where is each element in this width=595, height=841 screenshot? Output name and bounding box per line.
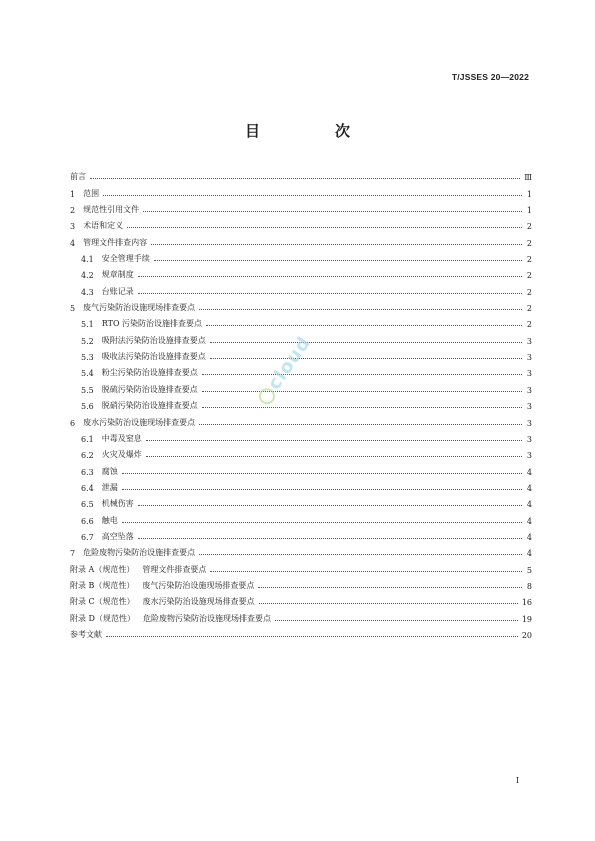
toc-entry-page: 20 <box>521 630 532 640</box>
toc-entry-page: 3 <box>526 336 532 346</box>
toc-entry[interactable] <box>70 411 532 427</box>
standard-code: T/JSSES 20—2022 <box>451 72 529 82</box>
toc-entry-page: 2 <box>526 320 532 330</box>
toc-entry-title: 规章制度 <box>101 270 134 280</box>
toc-entry-page: 2 <box>526 271 532 281</box>
toc-entry-title: 废水污染防治设施现场排查要点 <box>83 417 196 427</box>
toc-entry[interactable] <box>70 231 532 247</box>
toc-entry[interactable] <box>70 280 532 296</box>
toc-entry-title: 前言 <box>70 172 86 182</box>
toc-entry-title: 粉尘污染防治设施排查要点 <box>101 368 198 378</box>
toc-entry-number: 4.2 <box>81 271 94 281</box>
toc-entry-title: 吸附法污染防治设施排查要点 <box>101 335 206 345</box>
toc-leader-dots <box>122 489 522 490</box>
toc-entry-title: 范围 <box>83 188 100 198</box>
toc-entry-page: Ⅲ <box>524 173 532 183</box>
toc-entry-number: 6.3 <box>81 467 94 477</box>
toc-entry-number: 7 <box>70 549 76 559</box>
toc-entry[interactable] <box>70 575 532 591</box>
toc-entry[interactable] <box>70 526 532 542</box>
toc-leader-dots <box>122 473 522 474</box>
toc-leader-dots <box>138 538 522 539</box>
toc-entry-page: 5 <box>526 565 532 575</box>
toc-entry[interactable] <box>70 624 532 640</box>
toc-entry-title: 管理文件排查内容 <box>83 237 148 247</box>
toc-entry-page: 19 <box>521 614 532 624</box>
toc-entry-title: 术语和定义 <box>83 221 124 231</box>
toc-leader-dots <box>146 440 522 441</box>
page-title: 目 次 <box>244 122 380 140</box>
toc-entry[interactable] <box>70 248 532 264</box>
toc-entry[interactable] <box>70 313 532 329</box>
toc-leader-dots <box>202 374 522 375</box>
toc-entry-number: 4 <box>70 238 76 248</box>
toc-leader-dots <box>259 603 518 604</box>
toc-entry-title: 触电 <box>101 515 118 525</box>
toc-entry-title: 安全管理手续 <box>101 254 150 264</box>
toc-entry-page: 4 <box>526 532 532 542</box>
toc-entry-page: 8 <box>526 581 532 591</box>
toc-entry-page: 1 <box>526 189 532 199</box>
toc-entry-title: RTO 污染防治设施排查要点 <box>101 319 203 329</box>
toc-entry-page: 2 <box>526 255 532 265</box>
toc-leader-dots <box>122 522 522 523</box>
toc-entry-number: 4.3 <box>81 287 94 297</box>
toc-entry-title: 机械伤害 <box>101 499 134 509</box>
toc-entry-number: 6 <box>70 418 76 428</box>
toc-entry-page: 4 <box>526 500 532 510</box>
toc-entry[interactable] <box>70 182 532 198</box>
toc-entry[interactable] <box>70 378 532 394</box>
toc-entry[interactable] <box>70 509 532 525</box>
toc-entry-number: 附录 C（规范性） <box>70 597 135 607</box>
toc-entry[interactable] <box>70 607 532 623</box>
toc-entry-number: 5.2 <box>81 336 94 346</box>
toc-entry-number: 附录 B（规范性） <box>70 580 135 590</box>
toc-leader-dots <box>202 391 522 392</box>
toc-leader-dots <box>90 178 520 179</box>
toc-entry[interactable] <box>70 460 532 476</box>
toc-entry-page: 4 <box>526 483 532 493</box>
toc-leader-dots <box>143 211 522 212</box>
toc-entry-number: 5.5 <box>81 385 94 395</box>
toc-leader-dots <box>199 424 522 425</box>
toc-entry-page: 3 <box>526 418 532 428</box>
toc-entry[interactable] <box>70 444 532 460</box>
toc-entry-title: 腐蚀 <box>101 466 118 476</box>
toc-entry[interactable] <box>70 542 532 558</box>
toc-entry-title: 泄漏 <box>101 482 118 492</box>
toc-entry-page: 3 <box>526 451 532 461</box>
toc-entry-number: 1 <box>70 189 76 199</box>
toc-leader-dots <box>138 293 522 294</box>
toc-entry-number: 5 <box>70 304 76 314</box>
toc-entry-page: 2 <box>526 222 532 232</box>
toc-entry-page: 1 <box>526 206 532 216</box>
toc-leader-dots <box>202 407 522 408</box>
toc-leader-dots <box>138 276 522 277</box>
toc-entry[interactable] <box>70 558 532 574</box>
toc-entry-number: 6.2 <box>81 451 94 461</box>
toc-leader-dots <box>199 554 522 555</box>
toc-entry-page: 2 <box>526 238 532 248</box>
toc-entry-number: 6.7 <box>81 532 94 542</box>
toc-entry-title: 高空坠落 <box>101 531 134 541</box>
toc-entry[interactable] <box>70 591 532 607</box>
toc-entry-page: 2 <box>526 287 532 297</box>
toc-leader-dots <box>154 260 522 261</box>
toc-entry-number: 4.1 <box>81 255 94 265</box>
toc-entry-number: 附录 A（规范性） <box>70 564 135 574</box>
toc-entry-title: 废水污染防治设施现场排查要点 <box>142 597 255 607</box>
toc-entry-page: 3 <box>526 369 532 379</box>
toc-entry-page: 3 <box>526 385 532 395</box>
watermark-text: cloud <box>263 332 316 394</box>
toc-entry[interactable] <box>70 215 532 231</box>
toc-entry-number: 3 <box>70 222 76 232</box>
toc-entry-number: 6.1 <box>81 434 94 444</box>
toc-entry-number: 6.6 <box>81 516 94 526</box>
toc-entry-title: 危险废物污染防治设施现场排查要点 <box>142 613 271 623</box>
toc-entry-number: 附录 D（规范性） <box>70 613 135 623</box>
toc-entry-number: 6.5 <box>81 500 94 510</box>
toc-entry[interactable] <box>70 477 532 493</box>
toc-entry-page: 4 <box>526 549 532 559</box>
toc-leader-dots <box>210 358 522 359</box>
toc-entry-title: 危险废物污染防治设施排查要点 <box>83 548 196 558</box>
toc-entry-page: 4 <box>526 516 532 526</box>
toc-leader-dots <box>275 620 518 621</box>
toc-entry-title: 脱硝污染防治设施排查要点 <box>101 401 198 411</box>
toc-entry-number: 6.4 <box>81 483 94 493</box>
toc-entry-title: 吸收法污染防治设施排查要点 <box>101 352 206 362</box>
toc-entry-title: 废气污染防治设施现场排查要点 <box>83 303 196 313</box>
toc-leader-dots <box>210 571 522 572</box>
toc-leader-dots <box>127 227 522 228</box>
toc-entry-title: 参考文献 <box>70 629 102 639</box>
toc-entry-page: 3 <box>526 434 532 444</box>
toc-leader-dots <box>146 456 522 457</box>
toc-entry-number: 5.4 <box>81 369 94 379</box>
toc-entry-title: 管理文件排查要点 <box>142 564 207 574</box>
toc-leader-dots <box>258 587 522 588</box>
toc-entry[interactable] <box>70 264 532 280</box>
toc-entry-page: 16 <box>521 598 532 608</box>
toc-leader-dots <box>210 342 522 343</box>
page-number: I <box>515 776 519 785</box>
toc-entry-page: 3 <box>526 353 532 363</box>
toc-entry-number: 5.6 <box>81 402 94 412</box>
toc-entry[interactable] <box>70 428 532 444</box>
toc-entry-title: 火灾及爆炸 <box>101 450 142 460</box>
toc-entry-page: 2 <box>526 304 532 314</box>
toc-leader-dots <box>199 309 522 310</box>
toc-leader-dots <box>138 505 522 506</box>
toc-leader-dots <box>103 195 522 196</box>
toc-entry-number: 5.3 <box>81 353 94 363</box>
toc-entry-number: 5.1 <box>81 320 94 330</box>
toc-entry-title: 规范性引用文件 <box>83 205 140 215</box>
table-of-contents <box>70 166 532 640</box>
toc-entry-page: 3 <box>526 402 532 412</box>
toc-entry-page: 4 <box>526 467 532 477</box>
toc-entry[interactable] <box>70 395 532 411</box>
toc-entry[interactable] <box>70 297 532 313</box>
toc-leader-dots <box>106 636 518 637</box>
toc-entry-number: 2 <box>70 206 76 216</box>
toc-entry[interactable] <box>70 493 532 509</box>
toc-entry[interactable] <box>70 166 532 182</box>
toc-entry-title: 中毒及窒息 <box>101 433 142 443</box>
toc-leader-dots <box>151 244 522 245</box>
toc-entry-title: 台账记录 <box>101 286 134 296</box>
toc-entry-title: 废气污染防治设施现场排查要点 <box>142 580 255 590</box>
toc-entry-title: 脱硫污染防治设施排查要点 <box>101 384 198 394</box>
toc-entry[interactable] <box>70 199 532 215</box>
toc-leader-dots <box>206 325 522 326</box>
